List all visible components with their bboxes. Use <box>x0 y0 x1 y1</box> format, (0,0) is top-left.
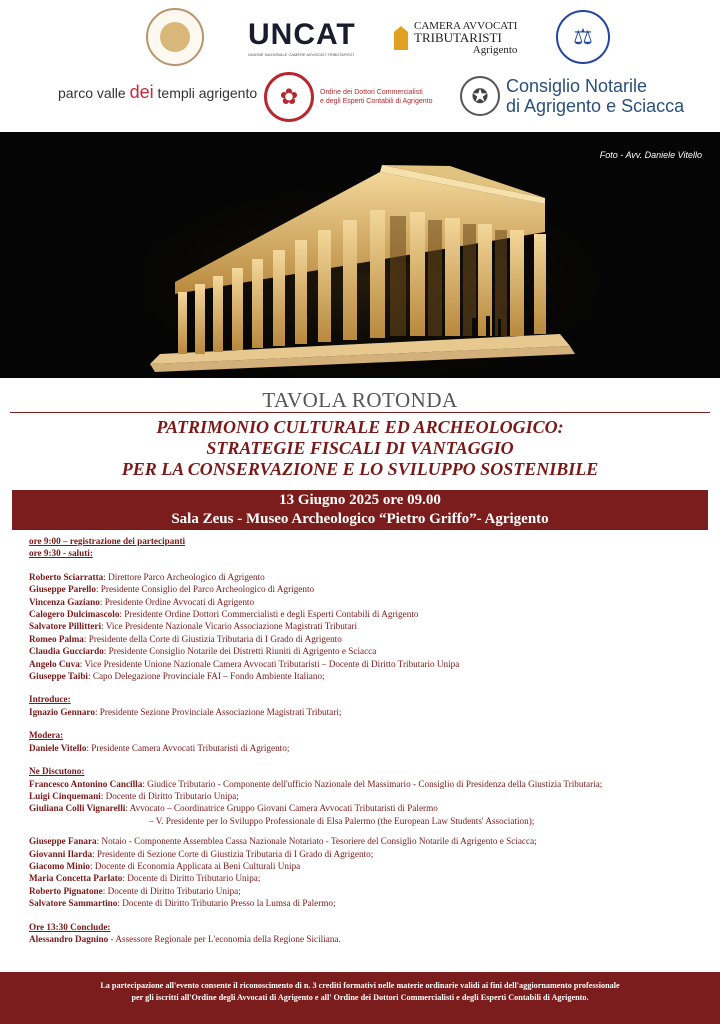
speaker-role: : Notaio - Componente Assemblea Cassa Nazionale Notariato - Tesoriere del Consiglio Notarile di Agrigento e Sciacca; <box>96 836 537 847</box>
speaker-entry <box>29 848 709 860</box>
camera-line3: Agrigento <box>472 44 518 56</box>
speaker-name: Giacomo Minio <box>29 860 90 871</box>
speaker-role: : Docente di Diritto Tributario Presso la Lumsa di Palermo; <box>117 898 336 909</box>
footer-line2: per gli iscritti all'Ordine degli Avvocati di Agrigento e all' Ordine dei Dottori Commercialisti e degli Esperti Contabili di Agrigento. <box>131 993 589 1002</box>
speaker-entry <box>29 583 709 595</box>
speaker-entry <box>29 645 709 657</box>
conclude-entry <box>29 933 709 945</box>
odcec-line1: Ordine dei Dottori Commercialisti <box>320 89 423 96</box>
discutono-list <box>29 778 709 815</box>
date-venue-band <box>12 490 708 530</box>
divider-line <box>10 412 710 413</box>
uncat-title: UNCAT <box>248 18 356 51</box>
photo-credit: Foto - Avv. Daniele Vitello <box>599 150 702 160</box>
speaker-role: : Vice Presidente Nazionale Vicario Associazione Magistrati Tributari <box>101 621 358 632</box>
temple-photo <box>0 132 720 378</box>
speaker-entry <box>29 633 709 645</box>
speaker-entry <box>29 802 709 814</box>
speaker-role: : Giudice Tributario - Componente dell'ufficio Nazionale del Massimario - Consiglio di Presidenza della Giustizia Tributaria; <box>142 778 603 789</box>
speaker-name: Giuliana Colli Vignarelli <box>29 803 126 814</box>
speaker-role: : Docente di Diritto Tributario Unipa; <box>102 885 241 896</box>
speaker-name: Alessandro Dagnino <box>29 933 109 944</box>
conclude-heading: Ore 13:30 Conclude: <box>29 921 111 932</box>
speaker-role: : Presidente di Sezione Corte di Giustizia Tributaria di I Grado di Agrigento; <box>92 848 374 859</box>
cn-line2: di Agrigento e Sciacca <box>506 96 685 116</box>
odcec-line2: e degli Esperti Contabili di Agrigento <box>320 98 433 105</box>
odcec-ring-icon: ✿ <box>264 72 314 122</box>
speaker-entry <box>29 885 709 897</box>
logos-header <box>0 0 720 132</box>
speaker-role: : Docente di Diritto Tributario Unipa; <box>100 790 239 801</box>
speaker-name: Ignazio Gennaro <box>29 706 95 717</box>
speaker-entry <box>29 790 709 802</box>
cn-line1: Consiglio Notarile <box>506 76 648 96</box>
parco-text-post: templi agrigento <box>153 85 258 101</box>
scales-icon: ⚖ <box>556 10 610 64</box>
consiglio-notarile-logo <box>460 76 684 116</box>
speaker-role: : Presidente Consiglio del Parco Archeologico di Agrigento <box>95 584 315 595</box>
speaker-role: : Capo Delegazione Provinciale FAI – Fondo Ambiente Italiano; <box>87 671 325 682</box>
camera-avvocati-logo <box>394 20 517 56</box>
introduce-entry <box>29 706 709 718</box>
speaker-role: : Presidente Camera Avvocati Tributaristi di Agrigento; <box>86 742 290 753</box>
italian-republic-emblem-icon: ✪ <box>460 76 500 116</box>
speaker-name: Luigi Cinquemani <box>29 790 101 801</box>
speaker-role: - Assessore Regionale per L'economia della Regione Siciliana. <box>108 933 341 944</box>
speaker-name: Roberto Pignatone <box>29 885 103 896</box>
event-date: 13 Giugno 2025 ore 09.00 <box>279 492 441 508</box>
speaker-name: Calogero Dulcimascolo <box>29 609 120 620</box>
speaker-name: Romeo Palma <box>29 633 84 644</box>
camera-line1: CAMERA AVVOCATI <box>414 20 518 32</box>
speaker-name: Salvatore Pillitteri <box>29 621 102 632</box>
speaker-role: : Avvocato – Coordinatrice Gruppo Giovani Camera Avvocati Tributaristi di Palermo <box>125 803 438 814</box>
associazione-seal-logo <box>146 8 204 66</box>
uncat-logo <box>248 18 356 57</box>
modera-heading: Modera: <box>29 730 64 741</box>
speaker-name: Daniele Vitello <box>29 742 87 753</box>
saluti-heading: ore 9:30 - saluti: <box>29 548 93 559</box>
speaker-entry <box>29 860 709 872</box>
speaker-entry <box>29 897 709 909</box>
event-venue: Sala Zeus - Museo Archeologico “Pietro Griffo”- Agrigento <box>171 511 549 527</box>
speaker-role: : Presidente Ordine Dottori Commercialisti e degli Esperti Contabili di Agrigento <box>119 609 419 620</box>
speaker-role: : Presidente Ordine Avvocati di Agrigento <box>99 596 255 607</box>
discutono-list-2 <box>29 835 709 909</box>
event-type-heading: TAVOLA ROTONDA <box>262 388 458 412</box>
modera-entry <box>29 742 709 754</box>
speaker-entry <box>29 571 709 583</box>
speaker-name: Claudia Gucciardo <box>29 646 104 657</box>
odcec-logo <box>264 72 432 122</box>
parco-text-dei: dei <box>129 82 154 102</box>
speaker-name: Roberto Sciarratta <box>29 571 104 582</box>
speaker-role: : Vice Presidente Unione Nazionale Camera Avvocati Tributaristi – Docente di Diritto Tributario Unipa <box>79 658 460 669</box>
speaker-role: : Presidente della Corte di Giustizia Tributaria di I Grado di Agrigento <box>83 633 342 644</box>
speaker-name: Giovanni Ilarda <box>29 848 93 859</box>
speaker-name: Salvatore Sammartino <box>29 898 118 909</box>
speaker-name: Giuseppe Parello <box>29 584 96 595</box>
speaker-entry <box>29 670 709 682</box>
speaker-name: Vincenza Gaziano <box>29 596 100 607</box>
colli-continuation: – V. Presidente per lo Sviluppo Professionale di Elsa Palermo (the European Law Students' Association); <box>149 815 535 826</box>
saluti-list <box>29 571 709 683</box>
speaker-name: Maria Concetta Parlato <box>29 873 123 884</box>
speaker-role: : Direttore Parco Archeologico di Agrigento <box>103 571 265 582</box>
speaker-entry <box>29 608 709 620</box>
speaker-entry <box>29 872 709 884</box>
speaker-name: Giuseppe Taibi <box>29 671 88 682</box>
speaker-name: Francesco Antonino Cancilla <box>29 778 143 789</box>
temple-of-concordia-image <box>0 132 720 378</box>
parco-text-pre: parco valle <box>58 85 130 101</box>
speaker-entry <box>29 835 709 847</box>
speaker-role: : Docente di Diritto Tributario Unipa; <box>122 873 261 884</box>
scales-seal-icon <box>146 8 204 66</box>
credits-footer <box>0 972 720 1024</box>
speaker-entry <box>29 620 709 632</box>
speaker-role: : Presidente Sezione Provinciale Associazione Magistrati Tributari; <box>94 706 342 717</box>
speaker-name: Angelo Cuva <box>29 658 80 669</box>
title-line1: PATRIMONIO CULTURALE ED ARCHEOLOGICO: <box>156 417 564 437</box>
speaker-entry <box>29 596 709 608</box>
registration-time: ore 9:00 – registrazione dei partecipanti <box>29 536 186 546</box>
speaker-role: : Docente di Economia Applicata ai Beni Culturali Unipa <box>90 860 301 871</box>
column-icon <box>394 26 408 50</box>
speaker-entry <box>29 778 709 790</box>
event-title <box>0 417 720 480</box>
magistrati-logo <box>556 10 610 64</box>
discutono-heading: Ne Discutono: <box>29 766 85 777</box>
speaker-entry <box>29 658 709 670</box>
uncat-subtitle: UNIONE NAZIONALE CAMERE AVVOCATI TRIBUTARISTI <box>248 52 355 57</box>
program-section <box>29 535 709 945</box>
speaker-role: : Presidente Consiglio Notarile dei Distretti Riuniti di Agrigento e Sciacca <box>103 646 377 657</box>
introduce-heading: Introduce: <box>29 694 71 705</box>
speaker-name: Giuseppe Fanara <box>29 836 97 847</box>
title-line2: STRATEGIE FISCALI DI VANTAGGIO <box>206 438 514 458</box>
title-line3: PER LA CONSERVAZIONE E LO SVILUPPO SOSTENIBILE <box>121 459 599 479</box>
camera-line2: TRIBUTARISTI <box>414 30 502 45</box>
footer-line1: La partecipazione all'evento consente il riconoscimento di n. 3 crediti formativi nelle materie ordinarie validi ai fini dell'aggiornamento professionale <box>100 981 620 990</box>
parco-valle-templi-logo <box>58 82 257 103</box>
